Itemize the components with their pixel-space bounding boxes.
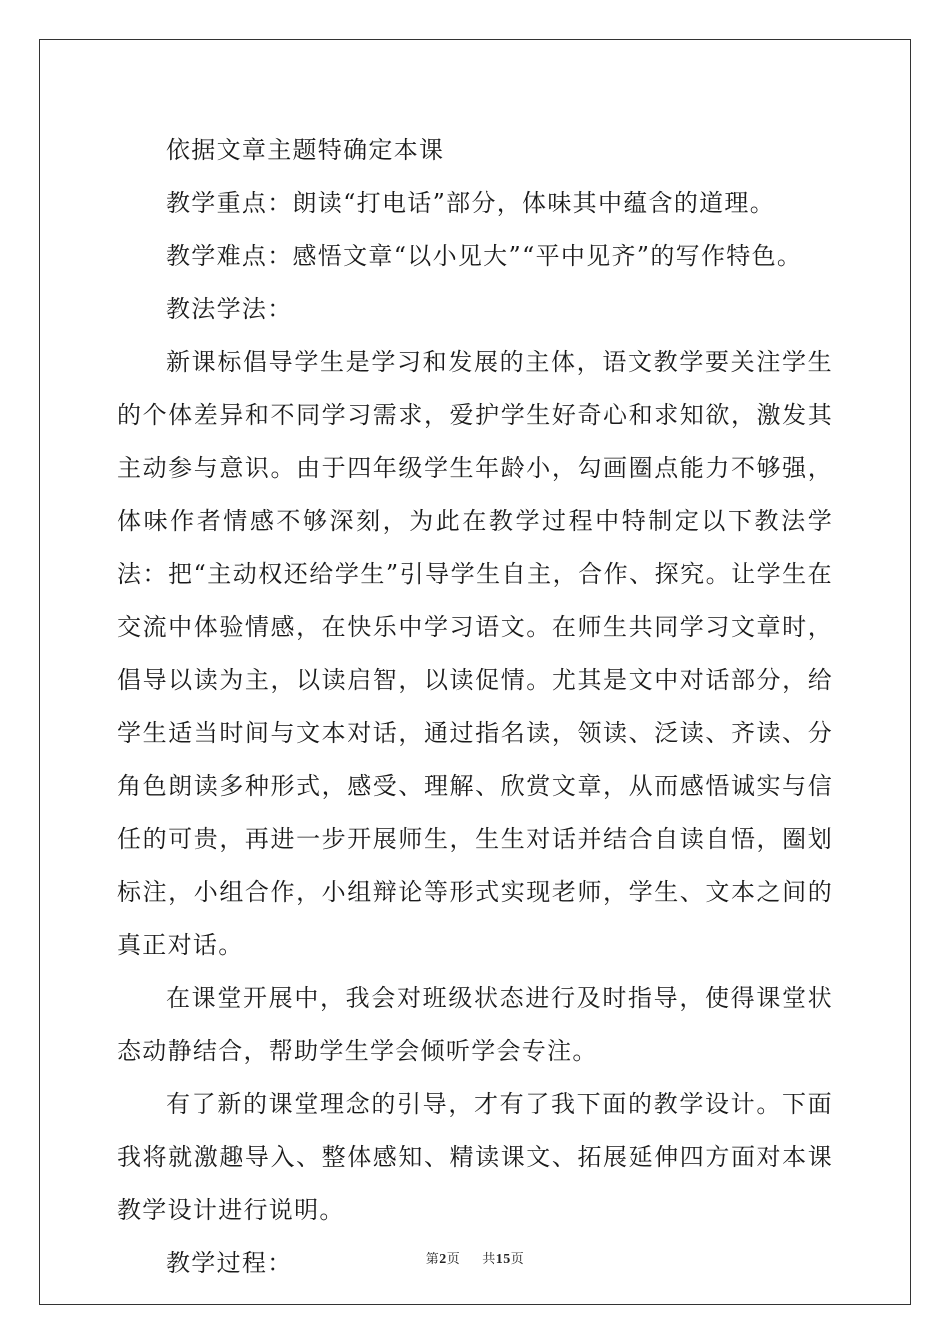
paragraph-key-points: 教学重点：朗读“打电话”部分，体味其中蕴含的道理。 bbox=[166, 189, 776, 217]
total-suffix: 页 bbox=[510, 1252, 525, 1267]
page-prefix: 第 bbox=[425, 1252, 440, 1267]
total-prefix: 共 bbox=[482, 1252, 496, 1267]
paragraph-topic: 依据文章主题特确定本课 bbox=[166, 136, 445, 164]
page-footer bbox=[0, 1248, 950, 1268]
paragraph-process-heading: 教学过程： bbox=[166, 1249, 293, 1277]
paragraph-classroom: 在课堂开展中，我会对班级状态进行及时指导，使得课堂状态动静结合，帮助学生学会倾听学会专注。 bbox=[117, 984, 833, 1065]
page-suffix: 页 bbox=[446, 1252, 461, 1267]
page-total: 15 bbox=[495, 1252, 511, 1267]
paragraph-difficulties: 教学难点：感悟文章“以小见大”“平中见齐”的写作特色。 bbox=[166, 242, 803, 270]
document-body bbox=[117, 124, 833, 1290]
paragraph-methods-body: 新课标倡导学生是学习和发展的主体，语文教学要关注学生的个体差异和不同学习需求，爱护学生好奇心和求知欲，激发其主动参与意识。由于四年级学生年龄小，勾画圈点能力不够强，体味作者情感不够深刻，为此在教学过程中特制定以下教法学法：把“主动权还给学生”引导学生自主，合作、探究。让学生在交流中体验情感，在快乐中学习语文。在师生共同学习文章时，倡导以读为主，以读启智，以读促情。尤其是文中对话部分，给学生适当时间与文本对话，通过指名读，领读、泛读、齐读、分角色朗读多种形式，感受、理解、欣赏文章，从而感悟诚实与信任的可贵，再进一步开展师生，生生对话并结合自读自悟，圈划标注，小组合作，小组辩论等形式实现老师，学生、文本之间的真正对话。 bbox=[117, 348, 833, 959]
page-current: 2 bbox=[439, 1252, 447, 1267]
paragraph-design-intro: 有了新的课堂理念的引导，才有了我下面的教学设计。下面我将就激趣导入、整体感知、精读课文、拓展延伸四方面对本课教学设计进行说明。 bbox=[117, 1090, 833, 1224]
paragraph-methods-heading: 教法学法： bbox=[166, 295, 293, 323]
